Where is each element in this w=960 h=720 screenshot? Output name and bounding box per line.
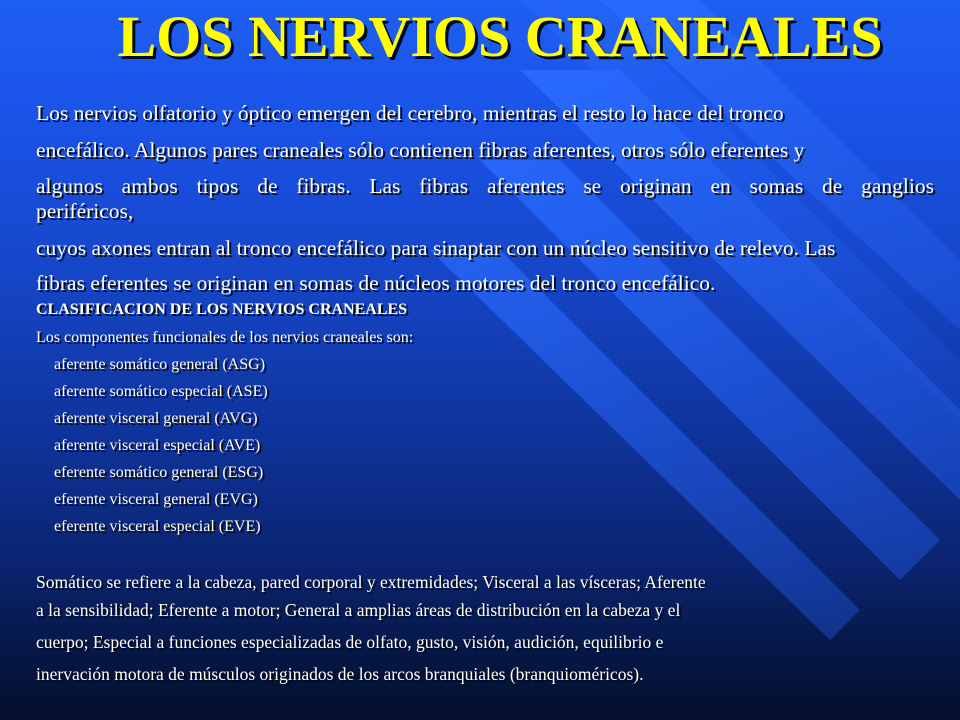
component-item [36, 383, 268, 401]
component-item [36, 356, 265, 374]
component-label: eferente somático general (ESG) [54, 464, 264, 481]
definition-line-1: Somático se refiere a la cabeza, pared corporal y extremidades; Visceral a las vísceras; Aferente [36, 572, 706, 592]
intro-line-3: algunos ambos tipos de fibras. Las fibras aferentes se originan en somas de ganglios [36, 174, 934, 198]
intro-line-6: fibras eferentes se originan en somas de núcleos motores del tronco encefálico. [36, 271, 716, 295]
intro-line-2: encefálico. Algunos pares craneales sólo contienen fibras aferentes, otros sólo eferentes y [36, 138, 805, 162]
component-item [36, 410, 258, 428]
component-item [36, 437, 260, 455]
slide-title: LOS NERVIOS CRANEALES [117, 4, 883, 69]
intro-line-4: periféricos, [36, 199, 134, 223]
component-label: eferente visceral general (EVG) [54, 491, 258, 508]
component-item [36, 491, 258, 509]
component-item [36, 518, 261, 536]
section-heading: CLASIFICACION DE LOS NERVIOS CRANEALES [36, 301, 408, 318]
definition-line-3: cuerpo; Especial a funciones especializadas de olfato, gusto, visión, audición, equilibrio e [36, 632, 664, 652]
definition-line-4: inervación motora de músculos originados de los arcos branquiales (branquioméricos). [36, 664, 644, 684]
definition-line-2: a la sensibilidad; Eferente a motor; General a amplias áreas de distribución en la cabeza y el [36, 600, 681, 620]
section-intro: Los componentes funcionales de los nervios craneales son: [36, 329, 414, 346]
intro-line-5: cuyos axones entran al tronco encefálico para sinaptar con un núcleo sensitivo de relevo. Las [36, 236, 836, 260]
component-label: aferente visceral general (AVG) [54, 410, 258, 427]
component-label: eferente visceral especial (EVE) [54, 518, 261, 535]
intro-line-1: Los nervios olfatorio y óptico emergen del cerebro, mientras el resto lo hace del tronco [36, 101, 784, 125]
component-label: aferente visceral especial (AVE) [54, 437, 261, 454]
component-label: aferente somático general (ASG) [54, 356, 266, 373]
component-item [36, 464, 263, 482]
component-label: aferente somático especial (ASE) [54, 383, 268, 400]
